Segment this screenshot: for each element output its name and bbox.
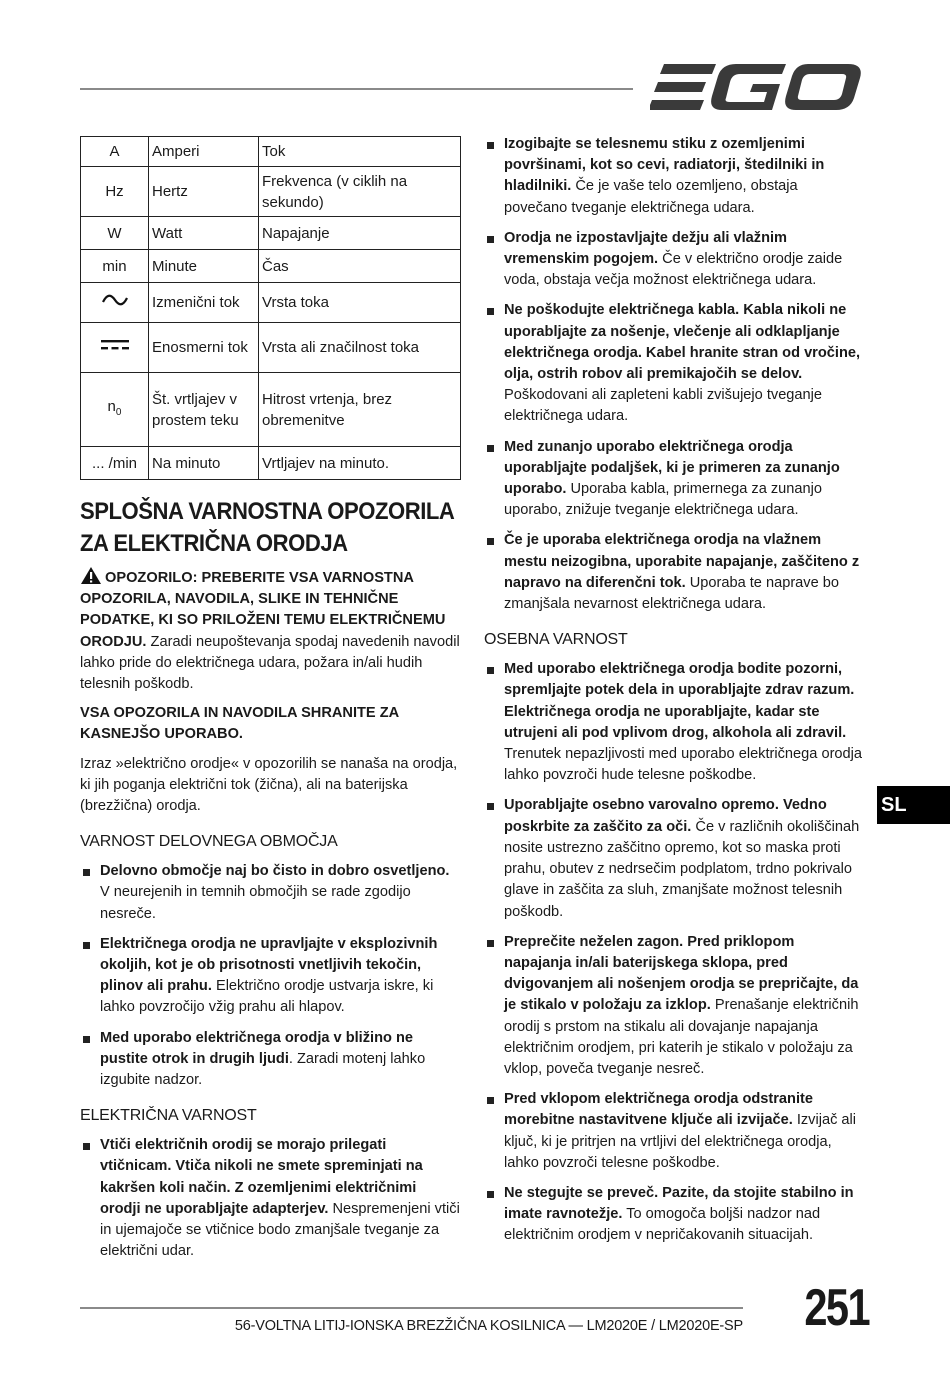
- unit-symbol: min: [81, 250, 149, 283]
- warning-paragraph: [80, 566, 460, 695]
- table-row: [81, 283, 461, 323]
- item-bold: Preprečite neželen zagon. Pred priklopom napajanja in/ali baterijskega sklopa, pred dvigovanjem ali nošenjem orodja se prepričajte, da je stikalo v položaju za izklop.: [504, 933, 859, 1014]
- item-bold: Med uporabo električnega orodja bodite pozorni, spremljajte potek dela in uporabljajte zdrav razum. Električnega orodja ne uporabljajte, kadar ste utrujeni ali pod vplivom drog, alkohola ali zdravil.: [504, 661, 855, 741]
- unit-name: Enosmerni tok: [149, 323, 259, 373]
- section-title: SPLOŠNA VARNOSTNA OPOZORILA ZA ELEKTRIČNA ORODJA: [80, 498, 454, 557]
- keep-notice-text: VSA OPOZORILA IN NAVODILA SHRANITE ZA KASNEJŠO UPORABO.: [80, 705, 399, 743]
- item-text: Električno orodje ustvarja iskre, ki lahko povzročijo vžig prahu ali hlapov.: [100, 978, 434, 1016]
- unit-name: Hertz: [149, 167, 259, 217]
- item-bold: Med uporabo električnega orodja v bližino ne pustite otrok in drugih ljudi: [100, 1029, 414, 1067]
- unit-name: Amperi: [149, 137, 259, 167]
- list-item: [484, 134, 864, 219]
- unit-meaning: Vrsta ali značilnost toka: [259, 323, 461, 373]
- table-row: [81, 373, 461, 447]
- item-bold: Uporabljajte osebno varovalno opremo. Vedno poskrbite za zaščito za oči.: [504, 797, 827, 835]
- unit-name: Na minuto: [149, 447, 259, 480]
- header-rule: [80, 88, 633, 90]
- list-item: [484, 530, 864, 615]
- no-load-subscript: 0: [115, 407, 122, 418]
- no-load-speed-symbol: n: [107, 398, 116, 415]
- language-tab: SL: [877, 786, 950, 824]
- dc-current-icon: [100, 338, 130, 352]
- item-bold: Ne poškodujte električnega kabla. Kabla nikoli ne uporabljajte za nošenje, vlečenje ali odklapljanje električnega orodja. Kabel hranite stran od vročine, olja, ostrih robov ali premikajočih se delov.: [504, 302, 861, 383]
- item-text: Če v električno orodje zaide voda, obstaja večja možnost električnega udara.: [504, 251, 843, 289]
- item-text: V neurejenih in temnih območjih se rade zgodijo nesreče.: [100, 884, 411, 922]
- list-item: [80, 1135, 460, 1262]
- list-item: [80, 1028, 460, 1092]
- item-text: Če je vaše telo ozemljeno, obstaja povečano tveganje električnega udara.: [504, 178, 798, 216]
- item-text: Uporaba te naprave bo zmanjšala nevarnost električnega udara.: [504, 574, 839, 613]
- unit-name: Minute: [149, 250, 259, 283]
- electrical-list-continued: [484, 134, 864, 615]
- item-text: Nespremenjeni vtiči in ujemajoče se vtičnice bodo zmanjšale tveganje za električni udar.: [100, 1200, 460, 1260]
- list-item: [484, 437, 864, 522]
- unit-meaning: Čas: [259, 250, 461, 283]
- item-bold: Izogibajte se telesnemu stiku z ozemljenimi površinami, kot so cevi, radiatorji, štedilniki in hladilniki.: [504, 136, 825, 195]
- list-item: [80, 861, 460, 925]
- ego-logo: [650, 62, 862, 114]
- work-area-list: [80, 861, 460, 1091]
- table-row: [81, 217, 461, 250]
- unit-name: Št. vrtljajev v prostem teku: [149, 373, 259, 447]
- unit-symbol: W: [81, 217, 149, 250]
- item-text: Uporaba kabla, primernega za zunanjo uporabo, znižuje tveganje električnega udara.: [504, 481, 822, 519]
- left-column: [80, 496, 460, 1271]
- item-text: . Zaradi motenj lahko izgubite nadzor.: [100, 1050, 426, 1089]
- electrical-list: [80, 1135, 460, 1262]
- item-text: Poškodovani ali zapleteni kabli zvišujejo tveganje električnega udara.: [504, 387, 823, 425]
- personal-safety-heading: OSEBNA VARNOST: [484, 631, 628, 649]
- item-text: Če v različnih okoliščinah nosite ustrezno zaščitno opremo, kot so maska proti prahu, obutev z nedrsečim podplatom, trdno pokrivalo glave in zaščita za sluh, zmanjšate možnost telesnih poškodb.: [504, 818, 860, 920]
- list-item: [484, 932, 864, 1080]
- item-text: Prenašanje električnih orodij s prstom na stikalu ali dovajanje napajanja električnim orodjem, pri katerih je stikalo v položaju za vklop, poveča tveganje nesreč.: [504, 997, 859, 1077]
- unit-meaning: Tok: [259, 137, 461, 167]
- term-paragraph: Izraz »električno orodje« v opozorilih se nanaša na orodja, ki jih poganja električni tok (žična), ali na baterijska (brezžična) orodja.: [80, 755, 458, 815]
- list-item: [80, 934, 460, 1019]
- unit-symbol: ... /min: [81, 447, 149, 480]
- unit-symbol: Hz: [81, 167, 149, 217]
- keep-notice: [80, 703, 460, 745]
- item-bold: Orodja ne izpostavljajte dežju ali vlažnim vremenskim pogojem.: [504, 229, 788, 268]
- table-row: [81, 250, 461, 283]
- item-bold: Ne stegujte se preveč. Pazite, da stojite stabilno in imate ravnotežje.: [504, 1184, 854, 1223]
- list-item: [484, 659, 864, 786]
- unit-meaning: Vrtljajev na minuto.: [259, 447, 461, 480]
- item-bold: Med zunanjo uporabo električnega orodja uporabljajte podaljšek, ki je primeren za zunanjo uporabo.: [504, 438, 840, 498]
- item-text: Izvijač ali ključ, ki je pritrjen na vrtljivi del električnega orodja, lahko povzroči telesne poškodbe.: [504, 1112, 857, 1171]
- unit-meaning: Hitrost vrtenja, brez obremenitve: [259, 373, 461, 447]
- unit-name: Izmenični tok: [149, 283, 259, 323]
- item-bold: Pred vklopom električnega orodja odstranite morebitne nastavitvene ključe ali izvijače.: [504, 1091, 813, 1129]
- item-text: Trenutek nepazljivosti med uporabo električnega orodja lahko povzroči hude telesne poškodbe.: [504, 746, 863, 784]
- unit-symbol: [81, 283, 149, 323]
- unit-symbol: [81, 373, 149, 447]
- unit-name: Watt: [149, 217, 259, 250]
- item-bold: Če je uporaba električnega orodja na vlažnem mestu neizogibna, uporabite napajanje, zaščiteno z napravo na diferenčni tok.: [504, 532, 860, 591]
- item-bold: Vtiči električnih orodij se morajo prilegati vtičnicam. Vtiča nikoli ne smete spreminjati na kakršen koli način. Z ozemljenimi električnimi orodji ne uporabljajte adapterjev.: [100, 1137, 423, 1217]
- work-area-heading: VARNOST DELOVNEGA OBMOČJA: [80, 833, 338, 851]
- page-number: 251: [804, 1279, 870, 1337]
- unit-meaning: Vrsta toka: [259, 283, 461, 323]
- unit-meaning: Frekvenca (v ciklih na sekundo): [259, 167, 461, 217]
- footer-title: 56-VOLTNA LITIJ-IONSKA BREZŽIČNA KOSILNICA — LM2020E / LM2020E-SP: [234, 1318, 743, 1334]
- ac-current-icon: [101, 293, 129, 307]
- personal-safety-list: [484, 659, 864, 1246]
- warning-icon: [80, 566, 102, 585]
- warning-text: Zaradi neupoštevanja spodaj navedenih navodil lahko pride do električnega udara, požara in/ali hudih telesnih poškodb.: [80, 633, 460, 693]
- unit-symbol: [81, 323, 149, 373]
- list-item: [484, 1183, 864, 1247]
- footer-rule: [80, 1307, 743, 1309]
- item-bold: Električnega orodja ne upravljajte v eksplozivnih okoljih, kot je ob prisotnosti vnetljivih tekočin, plinov ali prahu.: [100, 935, 438, 995]
- table-row: [81, 167, 461, 217]
- list-item: [484, 228, 864, 292]
- table-row: [81, 137, 461, 167]
- units-table: [80, 136, 461, 480]
- warning-bold: OPOZORILO: PREBERITE VSA VARNOSTNA OPOZORILA, NAVODILA, SLIKE IN TEHNIČNE PODATKE, KI SO PRILOŽENI TEMU ELEKTRIČNEMU ORODJU.: [80, 570, 446, 650]
- list-item: [484, 795, 864, 922]
- table-row: [81, 447, 461, 480]
- item-text: To omogoča boljši nadzor nad električnim orodjem v nepričakovanih situacijah.: [504, 1206, 821, 1244]
- item-bold: Delovno območje naj bo čisto in dobro osvetljeno.: [100, 863, 450, 880]
- list-item: [484, 300, 864, 427]
- list-item: [484, 1089, 864, 1174]
- table-row: [81, 323, 461, 373]
- unit-meaning: Napajanje: [259, 217, 461, 250]
- electrical-heading: ELEKTRIČNA VARNOST: [80, 1107, 257, 1125]
- right-column: [484, 134, 864, 1256]
- unit-symbol: A: [81, 137, 149, 167]
